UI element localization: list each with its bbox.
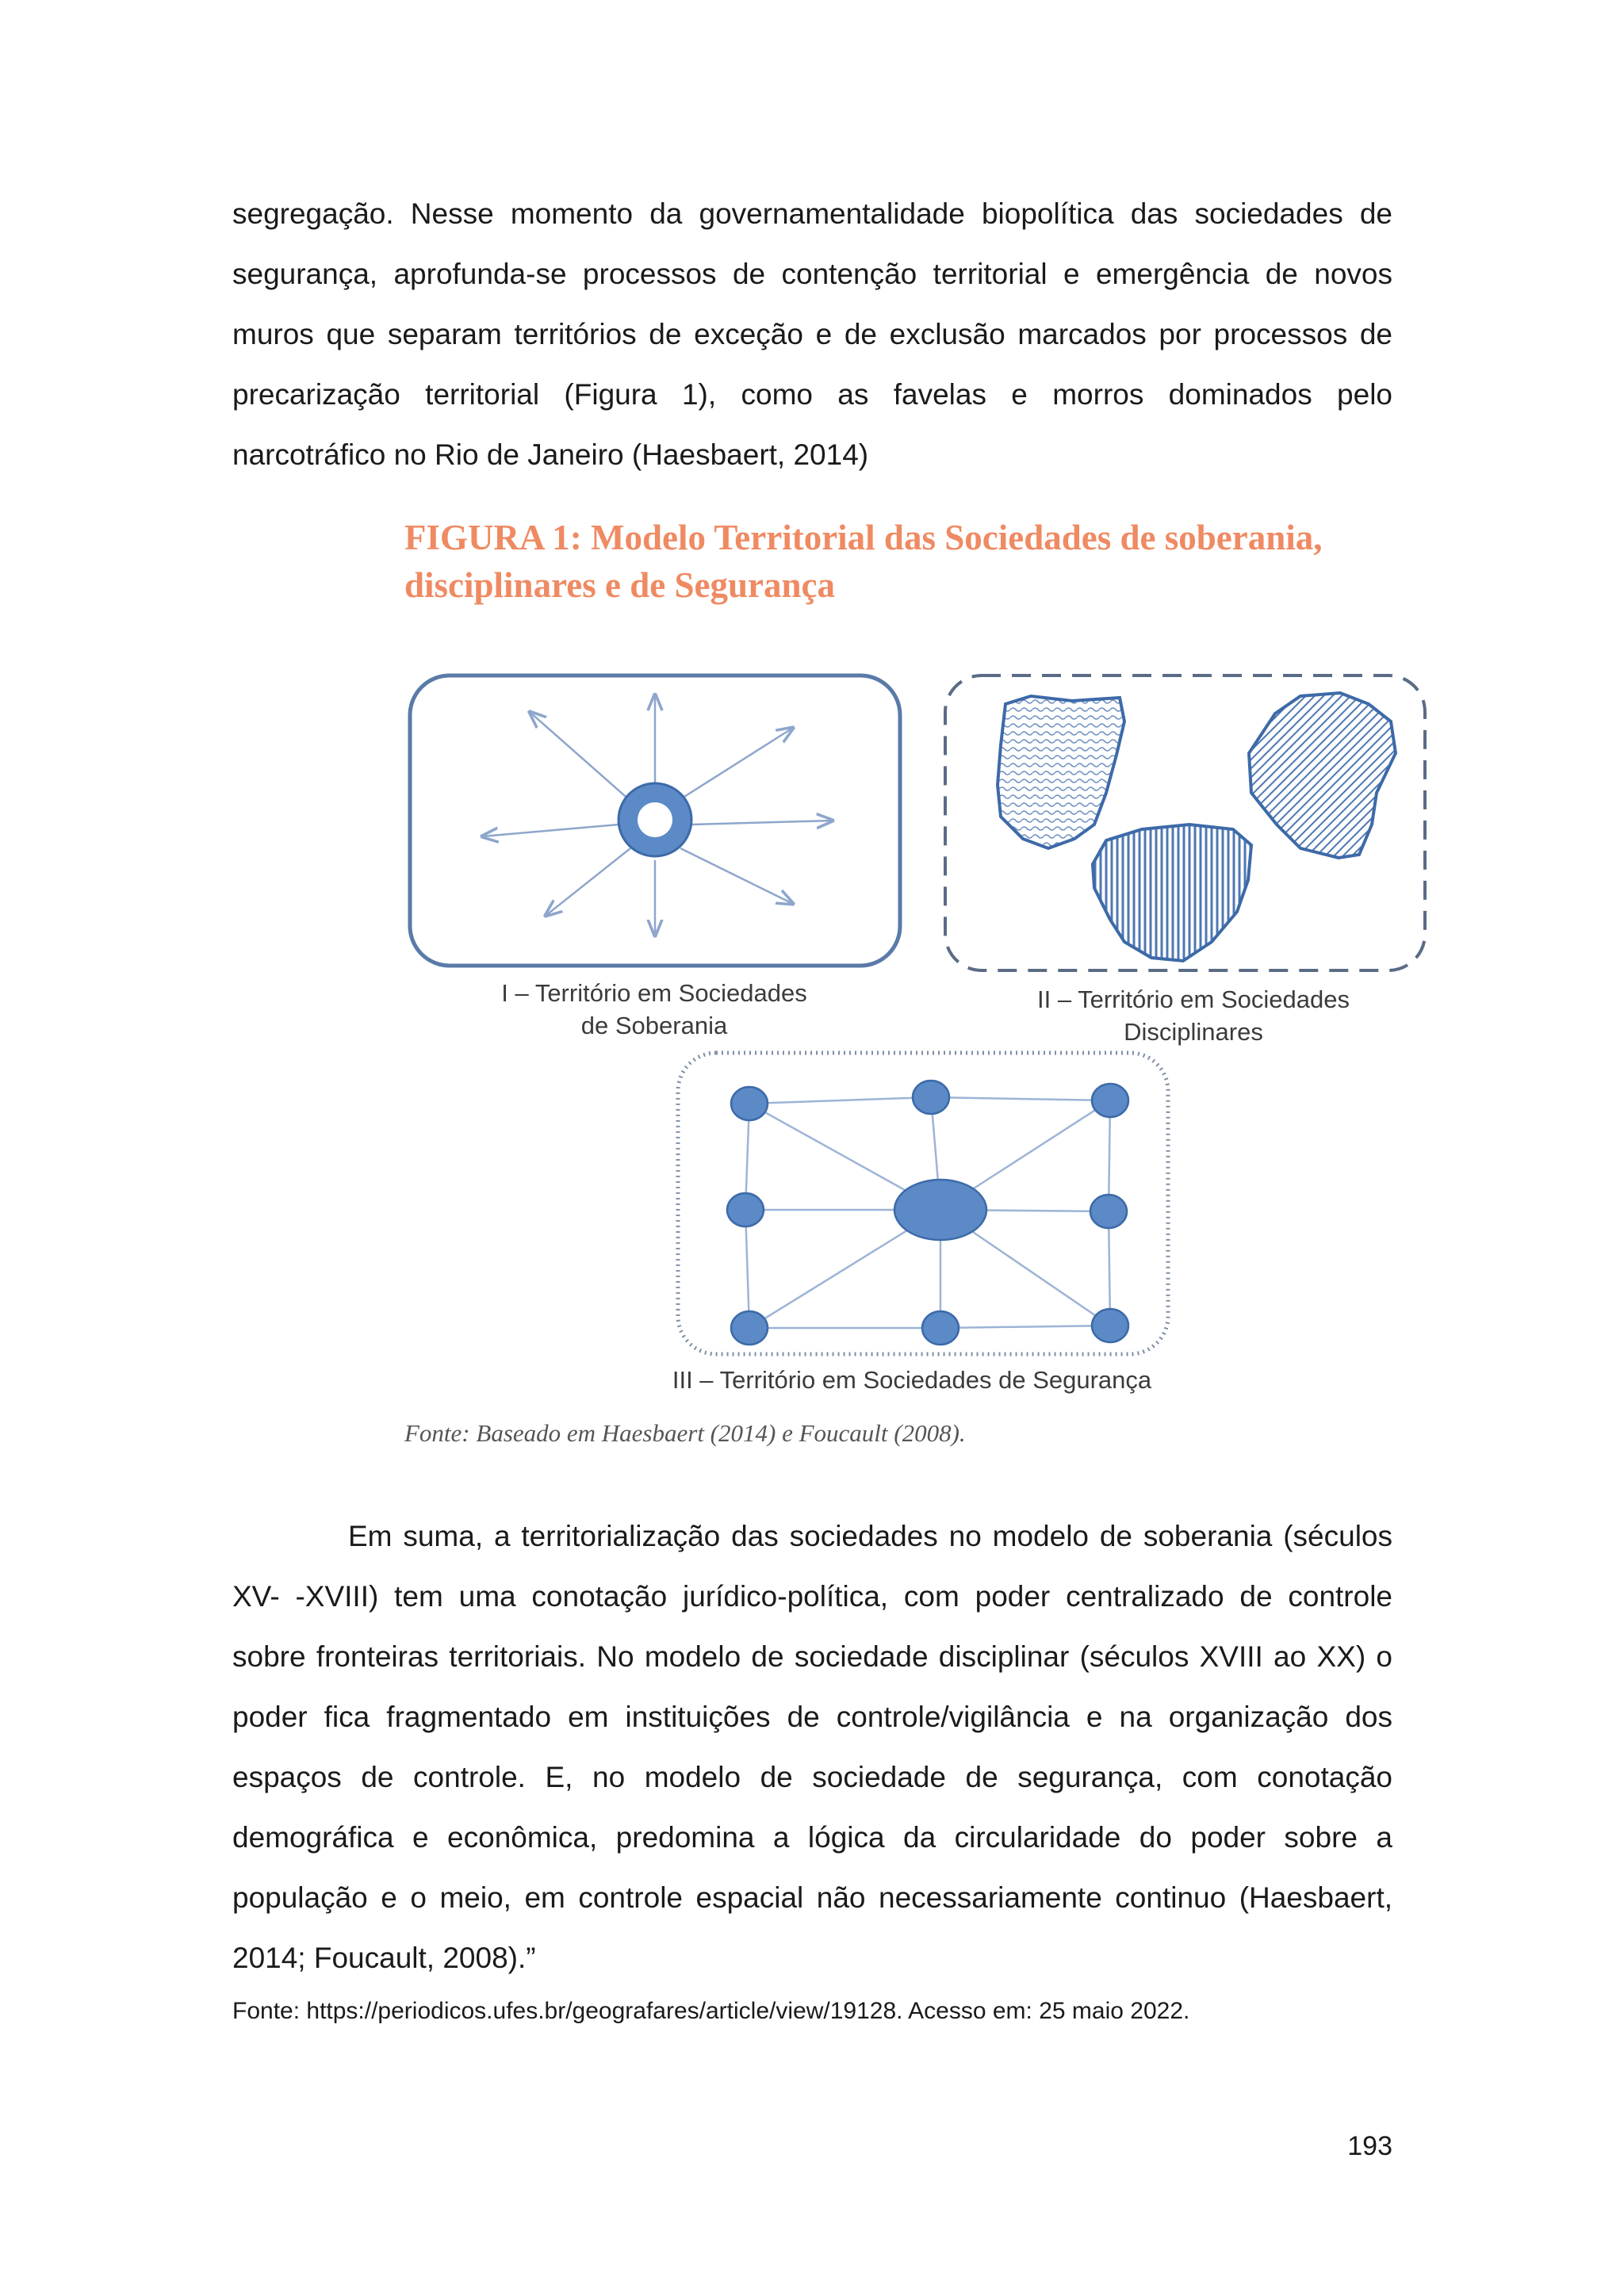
panel-security bbox=[678, 1053, 1168, 1354]
panel-sovereignty bbox=[410, 675, 900, 966]
text-line: demográfica e econômica, predomina a lógica da circularidade do poder sobre a bbox=[232, 1821, 1392, 1854]
figure-source: Fonte: Baseado em Haesbaert (2014) e Foucault (2008). bbox=[404, 1419, 966, 1447]
node bbox=[731, 1311, 768, 1345]
caption-line: III – Território em Sociedades de Segurança bbox=[672, 1366, 1152, 1394]
central-node bbox=[894, 1180, 986, 1240]
text-line: sobre fronteiras territoriais. No modelo de sociedade disciplinar (séculos XVIII ao XX) o bbox=[232, 1640, 1392, 1673]
node bbox=[913, 1081, 949, 1114]
panel3-caption bbox=[650, 1364, 1174, 1396]
text-line: muros que separam territórios de exceção e de exclusão marcados por processos de bbox=[232, 318, 1392, 350]
text-line: Em suma, a territorialização das sociedades no modelo de soberania (séculos bbox=[348, 1520, 1392, 1552]
node bbox=[1090, 1195, 1127, 1228]
text-line: narcotráfico no Rio de Janeiro (Haesbaert, 2014) bbox=[232, 438, 869, 471]
power-center-hole bbox=[638, 802, 672, 837]
panel-disciplinary bbox=[945, 675, 1425, 970]
figure-title-line: FIGURA 1: Modelo Territorial das Sociedades de soberania, bbox=[404, 518, 1323, 557]
text-line: poder fica fragmentado em instituições de controle/vigilância e na organização dos bbox=[232, 1701, 1392, 1733]
node bbox=[727, 1193, 764, 1226]
text-line: população e o meio, em controle espacial não necessariamente continuo (Haesbaert, bbox=[232, 1881, 1392, 1914]
node bbox=[1092, 1084, 1128, 1117]
source-note: Fonte: https://periodicos.ufes.br/geografares/article/view/19128. Acesso em: 25 maio 2022. bbox=[232, 1998, 1190, 2024]
body-paragraph-2 bbox=[232, 1506, 1392, 1988]
page-number: 193 bbox=[1347, 2131, 1392, 2161]
caption-line: de Soberania bbox=[580, 1012, 728, 1039]
caption-line: I – Território em Sociedades bbox=[501, 979, 807, 1007]
text-line: 2014; Foucault, 2008).” bbox=[232, 1942, 536, 1974]
node bbox=[731, 1087, 768, 1120]
text-line: espaços de controle. E, no modelo de sociedade de segurança, com conotação bbox=[232, 1761, 1392, 1793]
text-line: XV- -XVIII) tem uma conotação jurídico-política, com poder centralizado de controle bbox=[232, 1580, 1392, 1613]
text-line: segregação. Nesse momento da governamentalidade biopolítica das sociedades de bbox=[232, 197, 1392, 230]
caption-line: II – Território em Sociedades bbox=[1036, 985, 1350, 1013]
caption-line: Disciplinares bbox=[1124, 1018, 1263, 1046]
node bbox=[922, 1311, 959, 1345]
node bbox=[1092, 1309, 1128, 1342]
text-line: precarização territorial (Figura 1), como as favelas e morros dominados pelo bbox=[232, 378, 1392, 411]
text-line: segurança, aprofunda-se processos de contenção territorial e emergência de novos bbox=[232, 258, 1392, 290]
panel2-caption bbox=[1007, 983, 1380, 1048]
figure-title-line: disciplinares e de Segurança bbox=[404, 565, 835, 605]
panel1-caption bbox=[476, 977, 833, 1042]
